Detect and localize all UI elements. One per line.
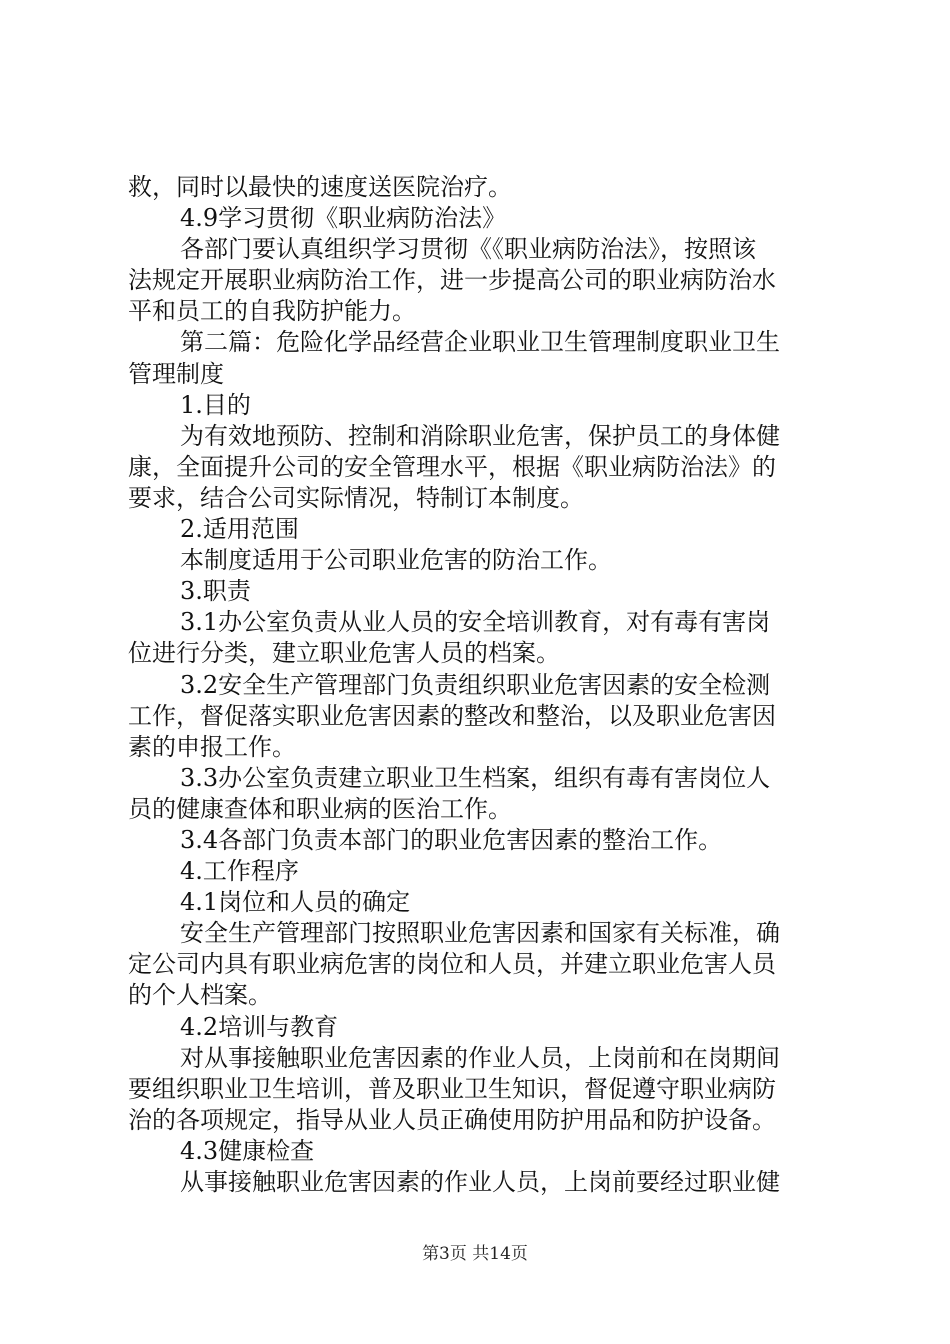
text-line: 法规定开展职业病防治工作，进一步提高公司的职业病防治水 <box>128 266 776 295</box>
text-line: 为有效地预防、控制和消除职业危害，保护员工的身体健 <box>180 421 780 450</box>
text-line: 4.1岗位和人员的确定 <box>180 888 411 917</box>
text-line: 员的健康查体和职业病的医治工作。 <box>128 794 512 823</box>
text-line: 治的各项规定，指导从业人员正确使用防护用品和防护设备。 <box>128 1105 776 1134</box>
text-line: 第二篇：危险化学品经营企业职业卫生管理制度职业卫生 <box>180 328 780 357</box>
text-line: 3.4各部门负责本部门的职业危害因素的整治工作。 <box>180 825 723 854</box>
text-line: 从事接触职业危害因素的作业人员，上岗前要经过职业健 <box>180 1168 780 1196</box>
text-line: 2.适用范围 <box>180 515 299 544</box>
text-line: 3.职责 <box>180 577 251 606</box>
text-line: 1.目的 <box>180 390 251 419</box>
text-line: 工作，督促落实职业危害因素的整改和整治，以及职业危害因 <box>128 701 776 730</box>
text-line: 素的申报工作。 <box>128 732 296 761</box>
text-line: 救，同时以最快的速度送医院治疗。 <box>128 173 512 201</box>
text-line: 本制度适用于公司职业危害的防治工作。 <box>180 546 612 575</box>
text-line: 平和员工的自我防护能力。 <box>128 297 416 326</box>
text-line: 3.2安全生产管理部门负责组织职业危害因素的安全检测 <box>180 670 771 699</box>
text-line: 3.1办公室负责从业人员的安全培训教育，对有毒有害岗 <box>180 608 771 637</box>
document-body <box>128 172 828 1198</box>
text-line: 定公司内具有职业病危害的岗位和人员，并建立职业危害人员 <box>128 950 776 979</box>
text-line: 各部门要认真组织学习贯彻《《职业病防治法》，按照该 <box>180 235 756 264</box>
text-line: 要组织职业卫生培训，普及职业卫生知识，督促遵守职业病防 <box>128 1074 776 1103</box>
text-line: 管理制度 <box>128 359 224 388</box>
text-line: 3.3办公室负责建立职业卫生档案，组织有毒有害岗位人 <box>180 763 771 792</box>
text-line: 4.2培训与教育 <box>180 1012 339 1041</box>
text-line: 4.9学习贯彻《职业病防治法》 <box>180 204 507 233</box>
text-line: 4.工作程序 <box>180 857 299 886</box>
text-line: 要求，结合公司实际情况，特制订本制度。 <box>128 483 584 512</box>
text-line: 的个人档案。 <box>128 981 272 1010</box>
page-number-footer: 第3页 共14页 <box>422 1244 528 1264</box>
text-line: 位进行分类，建立职业危害人员的档案。 <box>128 639 560 668</box>
text-line: 4.3健康检查 <box>180 1136 315 1165</box>
text-line: 安全生产管理部门按照职业危害因素和国家有关标准，确 <box>180 919 780 948</box>
text-line: 对从事接触职业危害因素的作业人员，上岗前和在岗期间 <box>180 1043 780 1072</box>
text-line: 康，全面提升公司的安全管理水平，根据《职业病防治法》的 <box>128 452 776 481</box>
